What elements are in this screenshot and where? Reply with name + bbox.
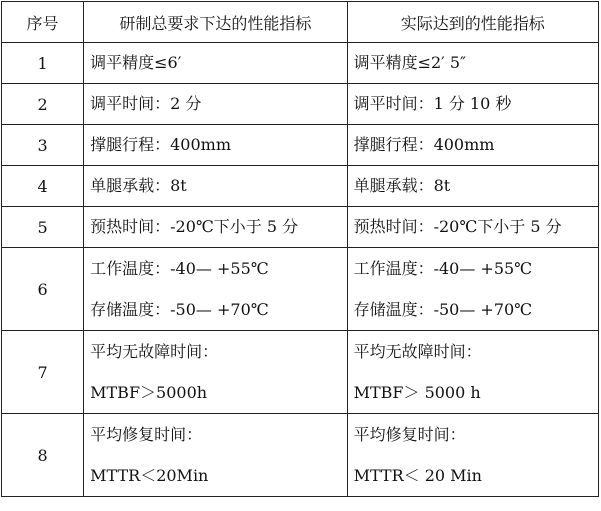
row-number: 4 — [2, 166, 84, 207]
actual-spec — [347, 207, 598, 248]
spec-line: 平均修复时间： — [90, 424, 203, 444]
spec-line: 撑腿行程：400mm — [353, 135, 495, 154]
table-row — [2, 331, 599, 414]
required-spec — [84, 43, 347, 84]
spec-line: 存储温度：-50— +70℃ — [353, 299, 533, 319]
table-row — [2, 207, 599, 248]
table-row — [2, 84, 599, 125]
actual-spec — [347, 43, 598, 84]
spec-line: MTTR＜ 20 Min — [353, 465, 482, 485]
row-number: 1 — [2, 43, 84, 84]
required-spec — [84, 414, 347, 497]
spec-line: 预热时间：-20℃下小于 5 分 — [353, 217, 562, 236]
required-spec — [84, 331, 347, 414]
required-spec — [84, 207, 347, 248]
table-row — [2, 248, 599, 331]
spec-line: 工作温度：-40— +55℃ — [353, 258, 533, 278]
header-row — [2, 2, 599, 43]
row-number: 8 — [2, 414, 84, 497]
header-actual: 实际达到的性能指标 — [347, 2, 598, 43]
table-row — [2, 166, 599, 207]
spec-line: 平均无故障时间： — [353, 341, 482, 361]
spec-line: 单腿承载：8t — [90, 176, 187, 195]
actual-spec — [347, 414, 598, 497]
spec-line: 平均修复时间： — [353, 424, 466, 444]
spec-line: 工作温度：-40— +55℃ — [90, 258, 269, 278]
required-spec — [84, 84, 347, 125]
spec-line: 调平时间：2 分 — [90, 94, 202, 113]
actual-spec — [347, 84, 598, 125]
spec-comparison-table — [1, 1, 599, 497]
required-spec — [84, 125, 347, 166]
row-number: 3 — [2, 125, 84, 166]
spec-line: MTBF＞5000h — [90, 382, 208, 402]
actual-spec — [347, 166, 598, 207]
header-no: 序号 — [2, 2, 84, 43]
spec-line: 平均无故障时间： — [90, 341, 219, 361]
spec-line: 存储温度：-50— +70℃ — [90, 299, 269, 319]
spec-line: 撑腿行程：400mm — [90, 135, 232, 154]
row-number: 2 — [2, 84, 84, 125]
spec-line: 调平精度≤6′ — [90, 53, 182, 72]
row-number: 7 — [2, 331, 84, 414]
spec-line: 调平时间：1 分 10 秒 — [353, 94, 512, 113]
actual-spec — [347, 248, 598, 331]
required-spec — [84, 248, 347, 331]
spec-line: 调平精度≤2′ 5″ — [353, 53, 467, 72]
spec-line: 预热时间：-20℃下小于 5 分 — [90, 217, 299, 236]
actual-spec — [347, 331, 598, 414]
required-spec — [84, 166, 347, 207]
row-number: 5 — [2, 207, 84, 248]
table-row — [2, 43, 599, 84]
actual-spec — [347, 125, 598, 166]
spec-line: 单腿承载：8t — [353, 176, 451, 195]
spec-line: MTBF＞ 5000 h — [353, 382, 481, 402]
row-number: 6 — [2, 248, 84, 331]
header-required: 研制总要求下达的性能指标 — [84, 2, 347, 43]
table-row — [2, 125, 599, 166]
spec-line: MTTR＜20Min — [90, 465, 209, 485]
table-row — [2, 414, 599, 497]
